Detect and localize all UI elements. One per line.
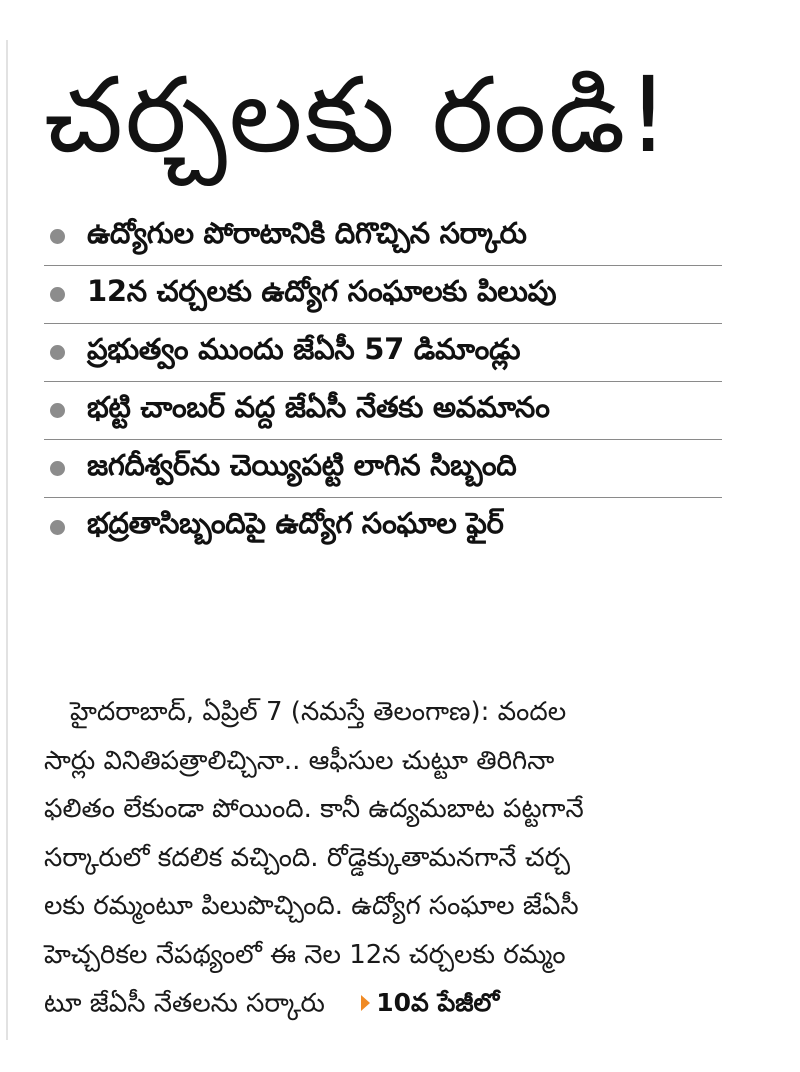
body-line: హెచ్చరికల నేపథ్యంలో ఈ నెల 12న చర్చలకు రమ్మం bbox=[44, 939, 566, 970]
bullet-dot-icon bbox=[50, 287, 65, 302]
bullet-text: 12న చర్చలకు ఉద్యోగ సంఘాలకు పిలుపు bbox=[87, 273, 557, 308]
continuation-link[interactable] bbox=[361, 979, 499, 1028]
body-line: సార్లు వినితిపత్రాలిచ్చినా.. ఆఫీసుల చుట్టూ తిరిగినా bbox=[44, 745, 555, 776]
body-line-text: టూ జేఏసీ నేతలను సర్కారు bbox=[44, 988, 325, 1019]
chevron-right-icon bbox=[361, 995, 370, 1011]
bullet-list bbox=[44, 208, 722, 556]
bullet-item bbox=[44, 324, 722, 382]
article-body bbox=[44, 688, 720, 1028]
body-line: హైదరాబాద్, ఏప్రిల్ 7 (నమస్తే తెలంగాణ): వందల bbox=[70, 697, 567, 727]
bullet-dot-icon bbox=[50, 345, 65, 360]
bullet-text: జగదీశ్వర్‌ను చెయ్యిపట్టి లాగిన సిబ్బంది bbox=[87, 447, 517, 482]
body-line: సర్కారులో కదలిక వచ్చింది. రోడ్డెక్కుతామనగానే చర్చ bbox=[44, 842, 571, 873]
bullet-text: భద్రతాసిబ్బందిపై ఉద్యోగ సంఘాల ఫైర్ bbox=[87, 506, 504, 540]
bullet-item bbox=[44, 208, 722, 266]
bullet-item bbox=[44, 498, 722, 556]
body-last-line bbox=[44, 979, 720, 1028]
bullet-item bbox=[44, 266, 722, 324]
body-line: ఫలితం లేకుండా పోయింది. కానీ ఉద్యమబాట పట్టగానే bbox=[44, 794, 584, 824]
bullet-dot-icon bbox=[50, 520, 65, 535]
bullet-dot-icon bbox=[50, 461, 65, 476]
body-line: లకు రమ్మంటూ పిలుపొచ్చింది. ఉద్యోగ సంఘాల జేఏసీ bbox=[44, 891, 579, 921]
bullet-dot-icon bbox=[50, 403, 65, 418]
bullet-dot-icon bbox=[50, 229, 65, 244]
bullet-item bbox=[44, 382, 722, 440]
headline: చర్చలకు రండి! bbox=[44, 54, 671, 176]
continuation-label: 10వ పేజీలో bbox=[376, 988, 500, 1017]
bullet-text: ప్రభుత్వం ముందు జేఏసీ 57 డిమాండ్లు bbox=[87, 331, 521, 366]
column-rule bbox=[6, 40, 8, 1040]
bullet-text: భట్టి చాంబర్ వద్ద జేఏసీ నేతకు అవమానం bbox=[87, 389, 550, 424]
bullet-text: ఉద్యోగుల పోరాటానికి దిగొచ్చిన సర్కారు bbox=[87, 215, 527, 250]
bullet-item bbox=[44, 440, 722, 498]
